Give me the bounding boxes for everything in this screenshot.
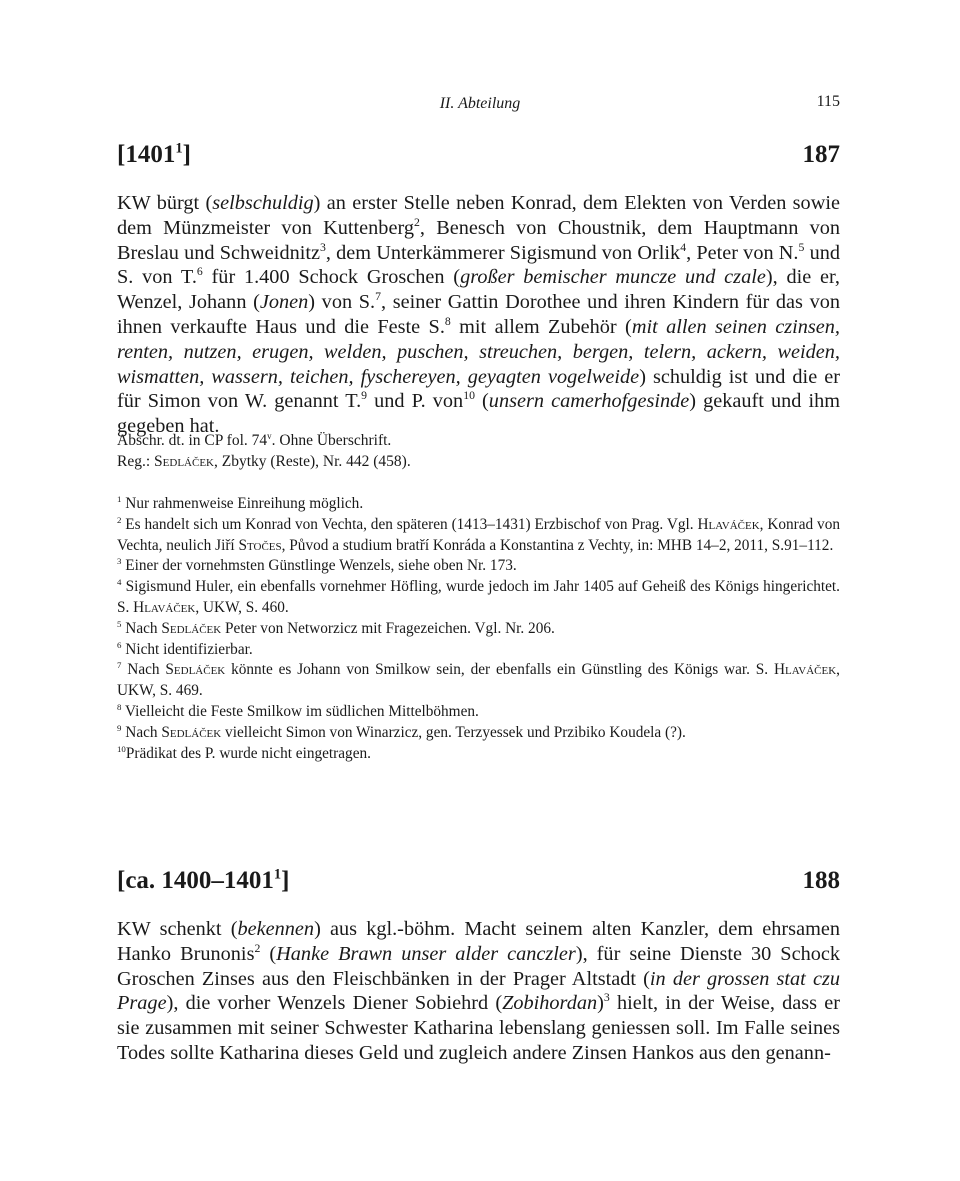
source-copy-line: Abschr. dt. in CP fol. 74$^v$. Ohne Überschrift. <box>117 430 392 449</box>
source-regest-line: Reg.: Sedláček, Zbytky (Reste), Nr. 442 (458). <box>117 453 411 470</box>
footnote: $^6$ Nicht identifizierbar. <box>117 639 253 658</box>
footnote: $^2$ Es handelt sich um Konrad von Vechta, den späteren (1413–1431) Erzbischof von Prag. Vgl. Hlaváček, Konrad von Vechta, neulich Jiří Stočes, Původ a studium bratří Konráda a Konstantina z Vechty, in: MHB 14–2, 2011, S.91–112. <box>117 514 841 554</box>
entry-187-date-heading: [1401$^1$] <box>117 140 191 168</box>
entry-188-date-heading: [ca. 1400–1401$^1$] <box>117 866 290 894</box>
entry-187-body: KW bürgt (selbschuldig) an erster Stelle neben Konrad, dem Elekten von Verden sowie dem Münzmeister von Kuttenberg$^2$, Benesch von Choustnik, dem Hauptmann von Breslau und Schweidnitz$^3$, dem Unterkämmerer Sigismund von Orlik$^4$, Peter von N.$^5$ und S. von T.$^6$ für 1.400 Schock Groschen (großer bemischer muncze und czale), die er, Wenzel, Johann (Jonen) von S.$^7$, seiner Gattin Dorothee und ihren Kindern für das von ihnen verkaufte Haus und die Feste S.$^8$ mit allem Zubehör (mit allen seinen czinsen, renten, nutzen, erugen, welden, puschen, streuchen, bergen, telern, ackern, weiden, wismatten, wassern, teichen, fyschereyen, geyagten vogelweide) schuldig ist und die er für Simon von W. genannt T.$^9$ und P. von$^{10}$ (unsern camerhofgesinde) gekauft und ihm gegeben hat. <box>117 192 841 438</box>
entry-188-body: KW schenkt (bekennen) aus kgl.-böhm. Macht seinem alten Kanzler, dem ehrsamen Hanko Brunonis$^2$ (Hanke Brawn unser alder canczler), für seine Dienste 30 Schock Groschen Zinses aus den Fleischbänken in der Prager Altstadt (in der grossen stat czu Prage), die vorher Wenzels Diener Sobiehrd (Zobihordan)$^3$ hielt, in der Weise, dass er sie zusammen mit seiner Schwester Katharina lebenslang geniessen soll. Im Falle seines Todes sollte Katharina dieses Geld und zugleich andere Zinsen Hankos aus den genann- <box>117 918 841 1064</box>
footnote: $^9$ Nach Sedláček vielleicht Simon von Winarzicz, gen. Terzyessek und Przibiko Koudela (?). <box>117 722 686 741</box>
running-title: II. Abteilung <box>439 95 521 112</box>
page-number: 115 <box>816 93 840 110</box>
footnote: $^1$ Nur rahmenweise Einreihung möglich. <box>117 493 364 512</box>
footnote: $^7$ Nach Sedláček könnte es Johann von Smilkow sein, der ebenfalls ein Günstling des Königs war. S. Hlaváček, UKW, S. 469. <box>117 660 840 700</box>
entry-188-number: 188 <box>802 867 840 894</box>
source-note <box>117 430 840 472</box>
footnote: $^{10}$Prädikat des P. wurde nicht eingetragen. <box>117 743 371 762</box>
footnote: $^3$ Einer der vornehmsten Günstlinge Wenzels, siehe oben Nr. 173. <box>117 556 517 575</box>
footnote: $^5$ Nach Sedláček Peter von Networzicz mit Fragezeichen. Vgl. Nr. 206. <box>117 618 555 637</box>
footnotes <box>117 494 840 764</box>
entry-187-number: 187 <box>802 141 840 168</box>
footnote: $^8$ Vielleicht die Feste Smilkow im südlichen Mittelböhmen. <box>117 701 479 720</box>
footnote: $^4$ Sigismund Huler, ein ebenfalls vornehmer Höfling, wurde jedoch im Jahr 1405 auf Geheiß des Königs hingerichtet. S. Hlaváček, UKW, S. 460. <box>117 577 841 616</box>
